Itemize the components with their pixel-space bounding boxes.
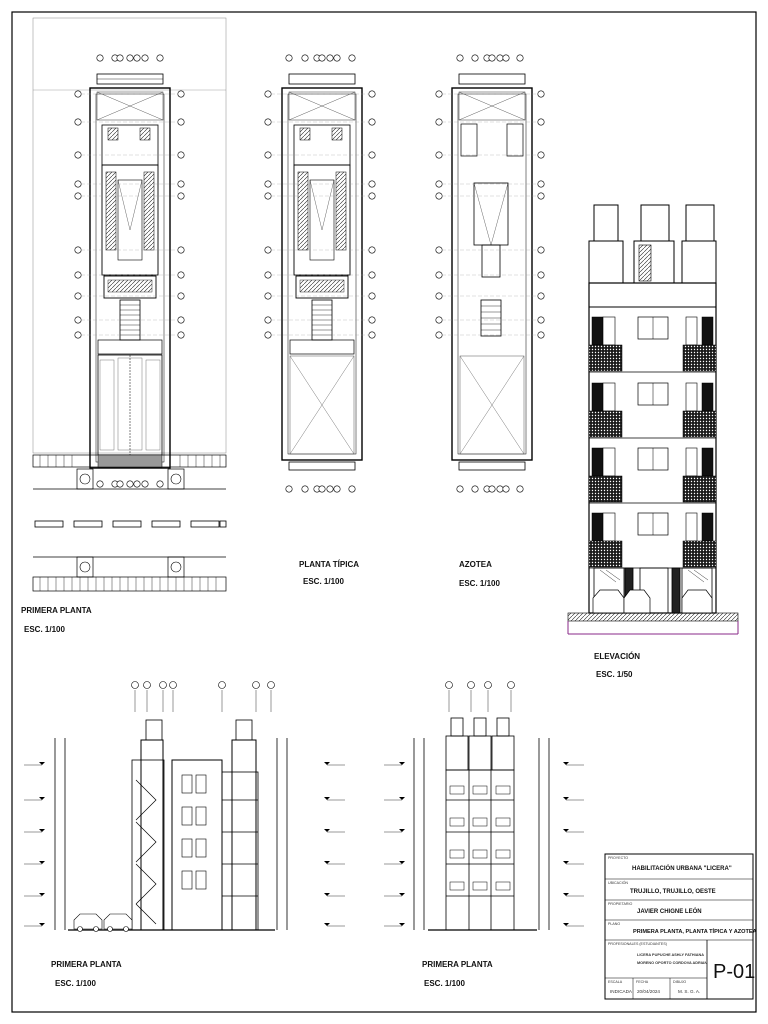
level-triangle [563, 923, 569, 926]
grid-axis-markers [75, 55, 184, 487]
axis-bubble [538, 332, 544, 338]
axis-bubble [144, 682, 151, 689]
railing [496, 850, 510, 858]
window [686, 317, 697, 345]
level-triangle [324, 762, 330, 765]
level-triangle [324, 797, 330, 800]
axis-bubble [268, 682, 275, 689]
project-owner: JAVIER CHIGNE LEÓN [637, 909, 702, 915]
axis-bubble [265, 247, 271, 253]
axis-bubble [485, 682, 492, 689]
balcony-planter [683, 345, 716, 371]
axis-bubble [436, 152, 442, 158]
corte-primera-planta-left [24, 682, 345, 932]
axis-bubble [489, 486, 495, 492]
label-plano: PLANO [608, 922, 621, 926]
window [686, 513, 697, 541]
balcony-planter [683, 476, 716, 502]
axis-bubble [349, 55, 355, 61]
axis-bubble [253, 682, 260, 689]
axis-bubble [508, 682, 515, 689]
railing [473, 850, 487, 858]
axis-bubble [160, 682, 167, 689]
axis-bubble [369, 193, 375, 199]
axis-bubble [538, 152, 544, 158]
window [686, 448, 697, 476]
window [603, 513, 615, 541]
window [603, 383, 615, 411]
axis-bubble [75, 247, 81, 253]
axis-bubble [265, 272, 271, 278]
azotea-drawing [436, 55, 544, 492]
section-floors [446, 786, 514, 896]
axis-bubble [127, 481, 133, 487]
axis-bubble [489, 55, 495, 61]
label-escala: ESCALA [608, 980, 623, 984]
view-title-corte-2: PRIMERA PLANTA [422, 960, 493, 969]
axis-bubble [157, 55, 163, 61]
axis-bubble [538, 193, 544, 199]
corte-primera-planta-right [384, 682, 584, 931]
level-triangle [563, 762, 569, 765]
axis-bubble [349, 486, 355, 492]
window-dark [702, 513, 713, 541]
axis-bubble [265, 152, 271, 158]
project-name: HABILITACIÓN URBANA "LICERA" [632, 866, 732, 872]
railing [450, 850, 464, 858]
axis-bubble [117, 481, 123, 487]
axis-bubble [75, 91, 81, 97]
level-triangle [563, 893, 569, 896]
axis-bubble [468, 682, 475, 689]
axis-bubble [302, 486, 308, 492]
sheet-description: PRIMERA PLANTA, PLANTA TÍPICA Y AZOTEA [633, 929, 757, 935]
window-dark [592, 317, 603, 345]
axis-bubble [134, 55, 140, 61]
level-triangle [399, 923, 405, 926]
axis-bubble [178, 193, 184, 199]
axis-bubble [178, 247, 184, 253]
level-triangle [563, 861, 569, 864]
axis-bubble [538, 119, 544, 125]
axis-bubble [538, 181, 544, 187]
level-triangle [399, 829, 405, 832]
axis-bubble [132, 682, 139, 689]
view-scale-azotea: ESC. 1/100 [459, 579, 500, 588]
axis-bubble [75, 119, 81, 125]
axis-bubble [319, 486, 325, 492]
level-markers [24, 762, 345, 926]
axis-bubble [157, 481, 163, 487]
axis-bubble [75, 193, 81, 199]
axis-bubble [334, 486, 340, 492]
level-triangle [39, 861, 45, 864]
axis-bubble [436, 332, 442, 338]
axis-bubble [75, 293, 81, 299]
label-profesionales: PROFESIONALES (ESTUDIANTES) [608, 942, 667, 946]
level-triangle [324, 893, 330, 896]
axis-bubble [75, 272, 81, 278]
level-triangle [399, 861, 405, 864]
axis-bubble [436, 193, 442, 199]
axis-bubble [75, 181, 81, 187]
grid-axis-markers [446, 682, 515, 713]
axis-bubble [265, 181, 271, 187]
level-triangle [324, 829, 330, 832]
window-dark [592, 383, 603, 411]
level-triangle [324, 923, 330, 926]
railing [473, 786, 487, 794]
axis-bubble [436, 91, 442, 97]
drawn-by-value: M. S. G. A. [678, 989, 701, 994]
axis-bubble [178, 91, 184, 97]
axis-bubble [142, 481, 148, 487]
axis-bubble [117, 55, 123, 61]
planta-tipica-drawing [265, 55, 375, 492]
axis-bubble [369, 119, 375, 125]
balcony-planter [589, 345, 622, 371]
window-dark [592, 513, 603, 541]
axis-bubble [369, 317, 375, 323]
axis-bubble [369, 332, 375, 338]
axis-bubble [436, 272, 442, 278]
level-triangle [39, 829, 45, 832]
view-title-azotea: AZOTEA [459, 560, 492, 569]
level-triangle [399, 893, 405, 896]
axis-bubble [503, 486, 509, 492]
axis-bubble [446, 682, 453, 689]
label-propietario: PROPIETARIO [608, 902, 633, 906]
balcony-planter [589, 541, 622, 567]
axis-bubble [327, 486, 333, 492]
level-triangle [39, 762, 45, 765]
axis-bubble [334, 55, 340, 61]
level-triangle [39, 893, 45, 896]
railing [473, 818, 487, 826]
balcony-planter [589, 411, 622, 437]
axis-bubble [369, 247, 375, 253]
axis-bubble [97, 481, 103, 487]
professional-2: MORENO OPORTO CORDOVA ADRIAN [637, 961, 708, 965]
level-triangle [39, 797, 45, 800]
axis-bubble [457, 55, 463, 61]
level-triangle [324, 861, 330, 864]
window [686, 383, 697, 411]
axis-bubble [265, 317, 271, 323]
window-dark [592, 448, 603, 476]
date-value: 20/04/2024 [637, 989, 660, 994]
window [603, 317, 615, 345]
axis-bubble [75, 317, 81, 323]
balcony-planter [589, 476, 622, 502]
axis-bubble [497, 486, 503, 492]
elevacion-drawing [568, 205, 738, 634]
axis-bubble [219, 682, 226, 689]
project-location: TRUJILLO, TRUJILLO, OESTE [630, 889, 716, 895]
axis-bubble [436, 247, 442, 253]
view-scale-primera-planta: ESC. 1/100 [24, 625, 65, 634]
axis-bubble [178, 152, 184, 158]
railing [473, 882, 487, 890]
axis-bubble [369, 272, 375, 278]
grid-axis-markers [132, 682, 275, 713]
label-ubicacion: UBICACIÓN [608, 881, 628, 885]
axis-bubble [538, 272, 544, 278]
sheet-number: P-01 [713, 961, 756, 983]
axis-bubble [170, 682, 177, 689]
balcony-planter [683, 541, 716, 567]
axis-bubble [178, 317, 184, 323]
title-block [605, 854, 757, 999]
axis-bubble [127, 55, 133, 61]
axis-bubble [472, 55, 478, 61]
axis-bubble [134, 481, 140, 487]
axis-bubble [517, 486, 523, 492]
view-scale-corte-1: ESC. 1/100 [55, 979, 96, 988]
railing [496, 818, 510, 826]
axis-bubble [178, 332, 184, 338]
railing [496, 882, 510, 890]
axis-bubble [436, 119, 442, 125]
window-dark [702, 448, 713, 476]
axis-bubble [497, 55, 503, 61]
label-dibujo: DIBUJO [673, 980, 687, 984]
axis-bubble [265, 332, 271, 338]
railing [450, 786, 464, 794]
view-title-primera-planta: PRIMERA PLANTA [21, 606, 92, 615]
axis-bubble [538, 317, 544, 323]
axis-bubble [472, 486, 478, 492]
axis-bubble [327, 55, 333, 61]
axis-bubble [436, 181, 442, 187]
axis-bubble [369, 91, 375, 97]
axis-bubble [178, 181, 184, 187]
axis-bubble [142, 55, 148, 61]
site-boundary [33, 18, 226, 453]
axis-bubble [302, 55, 308, 61]
level-triangle [563, 829, 569, 832]
axis-bubble [265, 193, 271, 199]
axis-bubble [369, 181, 375, 187]
axis-bubble [538, 293, 544, 299]
level-triangle [563, 797, 569, 800]
window-dark [702, 383, 713, 411]
label-fecha: FECHA [636, 980, 649, 984]
axis-bubble [265, 91, 271, 97]
scale-value: INDICADA [610, 989, 632, 994]
level-triangle [399, 797, 405, 800]
professional-1: LICERA PUPUCHE ASHLY FATHIANA [637, 953, 704, 957]
elevation-floors [589, 317, 716, 568]
view-title-planta-tipica: PLANTA TÍPICA [299, 560, 359, 569]
balcony-planter [683, 411, 716, 437]
axis-bubble [436, 293, 442, 299]
primera-planta-drawing [33, 18, 226, 591]
label-proyecto: PROYECTO [608, 856, 629, 860]
axis-bubble [97, 55, 103, 61]
axis-bubble [369, 152, 375, 158]
axis-bubble [436, 317, 442, 323]
axis-bubble [286, 55, 292, 61]
level-triangle [39, 923, 45, 926]
axis-bubble [517, 55, 523, 61]
railing [450, 818, 464, 826]
axis-bubble [265, 119, 271, 125]
axis-bubble [178, 293, 184, 299]
window [603, 448, 615, 476]
axis-bubble [538, 247, 544, 253]
view-title-elevacion: ELEVACIÓN [594, 652, 641, 661]
axis-bubble [457, 486, 463, 492]
level-triangle [399, 762, 405, 765]
view-scale-corte-2: ESC. 1/100 [424, 979, 465, 988]
view-title-corte-1: PRIMERA PLANTA [51, 960, 122, 969]
axis-bubble [319, 55, 325, 61]
axis-bubble [538, 91, 544, 97]
axis-bubble [503, 55, 509, 61]
window-dark [702, 317, 713, 345]
railing [450, 882, 464, 890]
axis-bubble [75, 332, 81, 338]
view-scale-planta-tipica: ESC. 1/100 [303, 577, 344, 586]
axis-bubble [178, 119, 184, 125]
axis-bubble [286, 486, 292, 492]
axis-bubble [75, 152, 81, 158]
axis-bubble [265, 293, 271, 299]
railing [496, 786, 510, 794]
view-scale-elevacion: ESC. 1/50 [596, 670, 633, 679]
axis-bubble [369, 293, 375, 299]
axis-bubble [178, 272, 184, 278]
